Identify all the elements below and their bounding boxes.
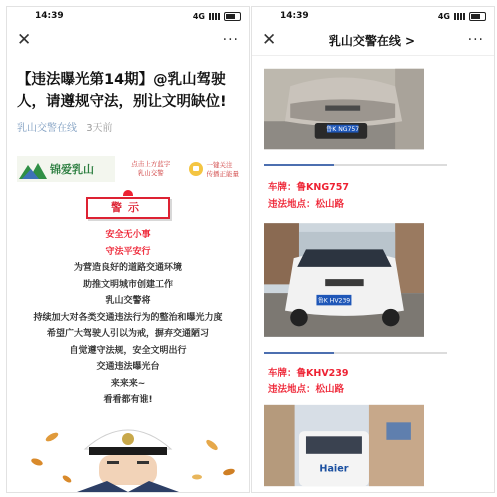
- close-icon[interactable]: ✕: [262, 29, 277, 50]
- article-title: 【违法曝光第14期】@乳山驾驶人，请遵规守法，别让文明缺位!: [17, 72, 227, 110]
- nav-bar: [7, 25, 249, 55]
- body-line: 来来来~: [110, 378, 146, 389]
- card-plate: [268, 365, 349, 379]
- card-progress-bar: [264, 164, 447, 166]
- account-title-link[interactable]: 乳山交警在线 >: [328, 33, 416, 48]
- banner-follow: [187, 160, 240, 178]
- nav-bar: [252, 25, 494, 56]
- more-menu-icon[interactable]: ···: [222, 32, 239, 48]
- body-line: 守法平安行: [105, 246, 151, 257]
- status-bar: [252, 7, 494, 25]
- follow-hand-icon: [187, 161, 205, 177]
- plate-value: 鲁KHV239: [296, 368, 349, 379]
- close-icon[interactable]: ✕: [17, 29, 32, 50]
- body-line: 自觉遵守法规，安全文明出行: [69, 345, 187, 356]
- banner-hint: [131, 160, 170, 178]
- status-time: 14:39: [280, 11, 309, 21]
- violation-photo[interactable]: [264, 215, 424, 345]
- signal-icon: [454, 13, 465, 20]
- banner-follow-line1: 一键关注: [206, 161, 233, 169]
- article-date: 3天前: [86, 123, 113, 134]
- banner-hint-line1: 点击上方蓝字: [131, 160, 171, 168]
- license-plate-text: 鲁K NG757: [326, 125, 360, 133]
- status-indicators: [193, 12, 241, 21]
- body-line: 助推文明城市创建工作: [82, 279, 173, 290]
- violation-photo[interactable]: [264, 63, 424, 155]
- license-plate-text: 鲁K HV239: [317, 297, 351, 305]
- body-line: 持续加大对各类交通违法行为的整治和曝光力度: [33, 312, 223, 323]
- police-officer-illustration: [7, 417, 249, 492]
- warning-badge: 警示: [86, 197, 170, 219]
- more-menu-icon[interactable]: ···: [467, 32, 484, 48]
- banner-follow-line2: 传播正能量: [206, 170, 239, 178]
- body-line: 交通违法曝光台: [96, 362, 160, 372]
- network-label: 4G: [437, 11, 450, 21]
- body-line: 希望广大驾驶人引以为戒，摒弃交通陋习: [46, 329, 209, 339]
- location-label: 违法地点：: [268, 384, 316, 395]
- alarm-light-icon: [123, 190, 133, 196]
- card-location: [268, 196, 344, 210]
- body-line: 安全无小事: [105, 230, 151, 240]
- brand-logo: [17, 156, 115, 182]
- body-line: 看看都有谁!: [103, 395, 153, 405]
- status-time: 14:39: [35, 11, 64, 21]
- location-label: 违法地点：: [268, 199, 316, 210]
- article-body: [7, 227, 249, 409]
- card-progress-bar: [264, 352, 447, 354]
- location-value: 松山路: [315, 384, 345, 395]
- status-indicators: [438, 12, 486, 21]
- banner-hint-line2: 乳山交警: [137, 169, 164, 177]
- brand-logo-text: 锦爱乳山: [50, 163, 94, 176]
- body-line: 乳山交警将: [105, 296, 151, 306]
- signal-icon: [209, 13, 220, 20]
- status-bar: [7, 7, 249, 25]
- violation-photo[interactable]: [264, 399, 424, 492]
- right-phone-screen: [251, 6, 495, 493]
- battery-icon: [469, 12, 486, 21]
- plate-value: 鲁KNG757: [296, 182, 349, 193]
- network-label: 4G: [192, 11, 205, 21]
- left-phone-screen: [6, 6, 250, 493]
- mountain-logo-icon: [19, 159, 47, 179]
- plate-label: 车牌：: [268, 368, 297, 379]
- card-location: [268, 381, 344, 395]
- article-meta: [17, 119, 239, 134]
- van-brand-text: Haier: [319, 463, 349, 475]
- article-source-link[interactable]: 乳山交警在线: [17, 123, 77, 134]
- follow-banner[interactable]: [17, 154, 239, 184]
- plate-label: 车牌：: [268, 182, 297, 193]
- body-line: 为营造良好的道路交通环境: [73, 263, 182, 273]
- battery-icon: [224, 12, 241, 21]
- card-plate: [268, 179, 349, 193]
- location-value: 松山路: [315, 199, 345, 210]
